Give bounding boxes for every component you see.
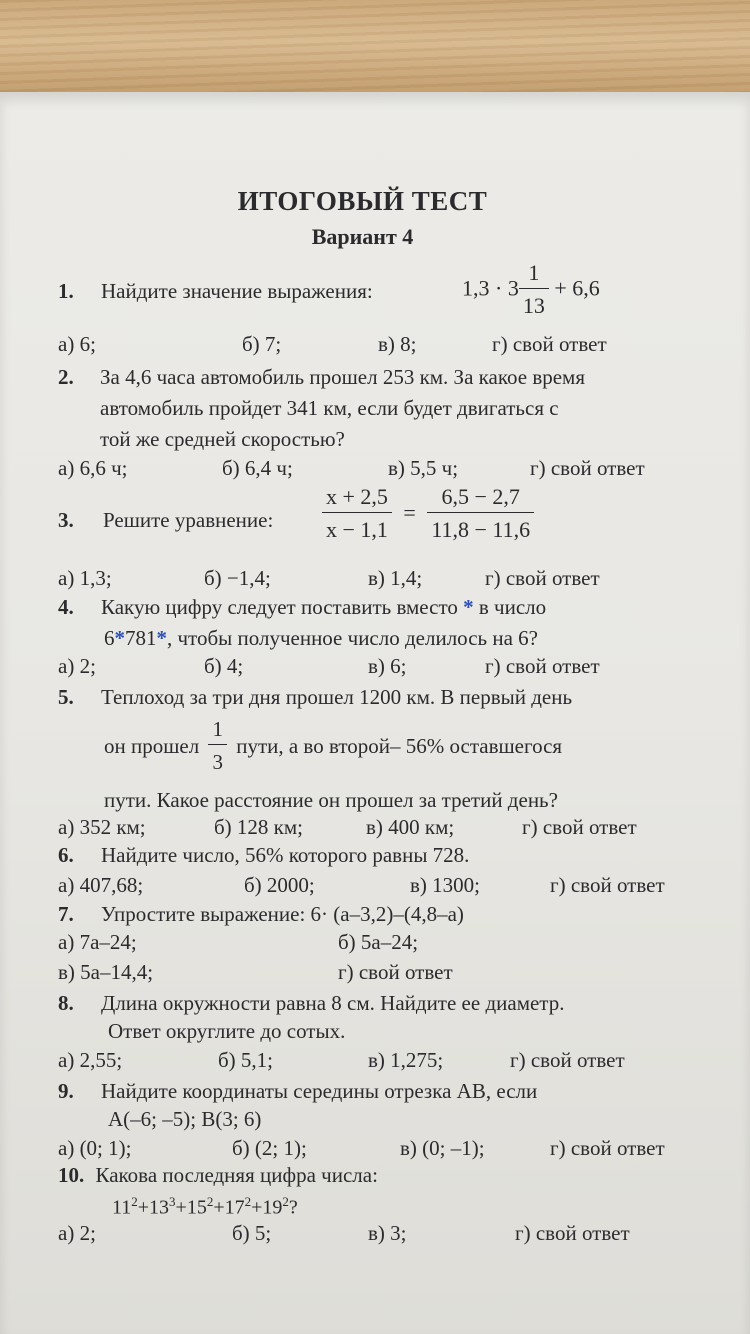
question-number: 3. bbox=[58, 508, 74, 532]
question-text: пути, а во второй– 56% оставшегося bbox=[236, 734, 563, 758]
question-8 bbox=[58, 988, 565, 1019]
term: +15 bbox=[175, 1196, 207, 1219]
option-c: в) 5,5 ч; bbox=[388, 456, 459, 480]
asterisk-mark: * bbox=[463, 595, 474, 619]
question-3 bbox=[58, 505, 273, 536]
equals-sign: = bbox=[403, 499, 416, 525]
denominator: x − 1,1 bbox=[326, 517, 388, 542]
exponent: 2 bbox=[244, 1194, 252, 1209]
question-text: Найдите число, 56% которого равны 728. bbox=[101, 843, 470, 867]
question-text: автомобиль пройдет 341 км, если будет двигаться с bbox=[100, 396, 559, 420]
denominator: 13 bbox=[522, 293, 545, 318]
exponent: 3 bbox=[169, 1194, 176, 1209]
question-text: той же средней скоростью? bbox=[100, 427, 345, 451]
question-number: 1. bbox=[58, 279, 74, 303]
option-b: б) −1,4; bbox=[204, 566, 271, 590]
option-c: в) 6; bbox=[368, 654, 407, 678]
option-b: б) 5; bbox=[232, 1221, 272, 1245]
exponent: 2 bbox=[282, 1194, 289, 1209]
question-text: , чтобы полученное число делилось на 6? bbox=[167, 626, 538, 650]
option-d: г) свой ответ bbox=[550, 873, 665, 897]
question-text: Упростите выражение: 6· (а–3,2)–(4,8–а) bbox=[101, 902, 464, 926]
option-b: б) (2; 1); bbox=[232, 1136, 307, 1160]
question-5-line-2 bbox=[104, 714, 562, 779]
option-a: а) (0; 1); bbox=[58, 1136, 132, 1160]
option-c: в) 1,275; bbox=[368, 1048, 444, 1072]
option-b: б) 7; bbox=[242, 332, 282, 356]
question-1 bbox=[58, 276, 373, 307]
question-5 bbox=[58, 682, 572, 713]
option-b: б) 5,1; bbox=[218, 1048, 274, 1072]
numerator: 1 bbox=[519, 258, 549, 289]
question-9 bbox=[58, 1076, 537, 1107]
option-d: г) свой ответ bbox=[338, 960, 453, 984]
question-7 bbox=[58, 899, 464, 930]
question-number: 9. bbox=[58, 1079, 74, 1103]
fraction bbox=[519, 258, 549, 323]
option-a: а) 2; bbox=[58, 654, 96, 678]
option-a: а) 7а–24; bbox=[58, 930, 137, 954]
expression-part: + 6,6 bbox=[554, 275, 600, 301]
question-text: пути. Какое расстояние он прошел за третий день? bbox=[104, 788, 558, 812]
option-d: г) свой ответ bbox=[530, 456, 645, 480]
option-a: а) 352 км; bbox=[58, 815, 146, 839]
fraction bbox=[208, 714, 227, 779]
option-c: в) 400 км; bbox=[366, 815, 455, 839]
question-3-equation bbox=[322, 482, 534, 547]
question-10-expression bbox=[112, 1186, 298, 1224]
question-2 bbox=[58, 362, 74, 393]
option-c: в) 5а–14,4; bbox=[58, 960, 154, 984]
denominator: 3 bbox=[212, 750, 223, 774]
question-6 bbox=[58, 840, 469, 871]
option-a: а) 2,55; bbox=[58, 1048, 123, 1072]
term: +13 bbox=[137, 1196, 170, 1219]
question-number: 5. bbox=[58, 685, 74, 709]
question-number: 7. bbox=[58, 902, 74, 926]
question-text: Какую цифру следует поставить вместо bbox=[101, 595, 458, 619]
option-d: г) свой ответ bbox=[510, 1048, 625, 1072]
option-d: г) свой ответ bbox=[492, 332, 607, 356]
fraction-left bbox=[322, 482, 392, 547]
numerator: x + 2,5 bbox=[322, 482, 392, 513]
question-number: 4. bbox=[58, 595, 74, 619]
option-b: б) 2000; bbox=[244, 873, 315, 897]
question-text: Теплоход за три дня прошел 1200 км. В первый день bbox=[101, 685, 573, 709]
option-b: б) 6,4 ч; bbox=[222, 456, 293, 480]
option-d: г) свой ответ bbox=[485, 566, 600, 590]
question-text: он прошел bbox=[104, 734, 200, 758]
term: +17 bbox=[213, 1196, 245, 1219]
exponent: 2 bbox=[131, 1194, 138, 1209]
option-c: в) 3; bbox=[368, 1221, 407, 1245]
number-part: 6 bbox=[104, 626, 115, 650]
option-c: в) 1300; bbox=[410, 873, 480, 897]
option-c: в) 8; bbox=[378, 332, 417, 356]
question-number: 2. bbox=[58, 365, 74, 389]
question-number: 10. bbox=[58, 1163, 85, 1187]
question-4 bbox=[58, 592, 546, 623]
option-a: а) 6,6 ч; bbox=[58, 456, 128, 480]
question-text: Какова последняя цифра числа: bbox=[95, 1163, 378, 1187]
expression-part: 1,3 · 3 bbox=[462, 275, 519, 301]
option-d: г) свой ответ bbox=[515, 1221, 630, 1245]
question-4-line-2 bbox=[104, 623, 538, 654]
variant-label: Вариант 4 bbox=[311, 224, 414, 249]
question-1-expression bbox=[462, 258, 600, 323]
question-text: в число bbox=[478, 595, 547, 619]
asterisk-mark: * bbox=[114, 626, 125, 650]
term: +19 bbox=[251, 1196, 283, 1219]
option-d: г) свой ответ bbox=[550, 1136, 665, 1160]
question-text: А(–6; –5); В(3; 6) bbox=[108, 1107, 262, 1131]
question-text: Найдите значение выражения: bbox=[101, 279, 373, 303]
option-b: б) 128 км; bbox=[214, 815, 304, 839]
option-c: в) (0; –1); bbox=[400, 1136, 485, 1160]
option-b: б) 4; bbox=[204, 654, 244, 678]
term: 11 bbox=[112, 1196, 132, 1219]
question-text: Найдите координаты середины отрезка АВ, если bbox=[101, 1079, 538, 1103]
option-d: г) свой ответ bbox=[485, 654, 600, 678]
option-d: г) свой ответ bbox=[522, 815, 637, 839]
question-number: 8. bbox=[58, 991, 74, 1015]
exponent: 2 bbox=[206, 1194, 214, 1209]
question-text: Ответ округлите до сотых. bbox=[108, 1019, 346, 1043]
question-mark: ? bbox=[288, 1196, 298, 1219]
option-a: а) 6; bbox=[58, 332, 96, 356]
question-text: За 4,6 часа автомобиль прошел 253 км. За какое время bbox=[100, 365, 585, 389]
numerator: 6,5 − 2,7 bbox=[427, 482, 534, 513]
option-c: в) 1,4; bbox=[368, 566, 423, 590]
number-part: 781 bbox=[125, 626, 157, 650]
denominator: 11,8 − 11,6 bbox=[431, 517, 531, 542]
question-number: 6. bbox=[58, 843, 74, 867]
option-a: а) 1,3; bbox=[58, 566, 112, 590]
option-a: а) 407,68; bbox=[58, 873, 144, 897]
asterisk-mark: * bbox=[156, 626, 167, 650]
fraction-right bbox=[427, 482, 534, 547]
option-b: б) 5а–24; bbox=[338, 930, 419, 954]
question-text: Длина окружности равна 8 см. Найдите ее диаметр. bbox=[101, 991, 565, 1015]
question-text: Решите уравнение: bbox=[103, 508, 274, 532]
numerator: 1 bbox=[208, 714, 227, 745]
test-title: ИТОГОВЫЙ ТЕСТ bbox=[237, 186, 488, 216]
option-a: а) 2; bbox=[58, 1221, 96, 1245]
